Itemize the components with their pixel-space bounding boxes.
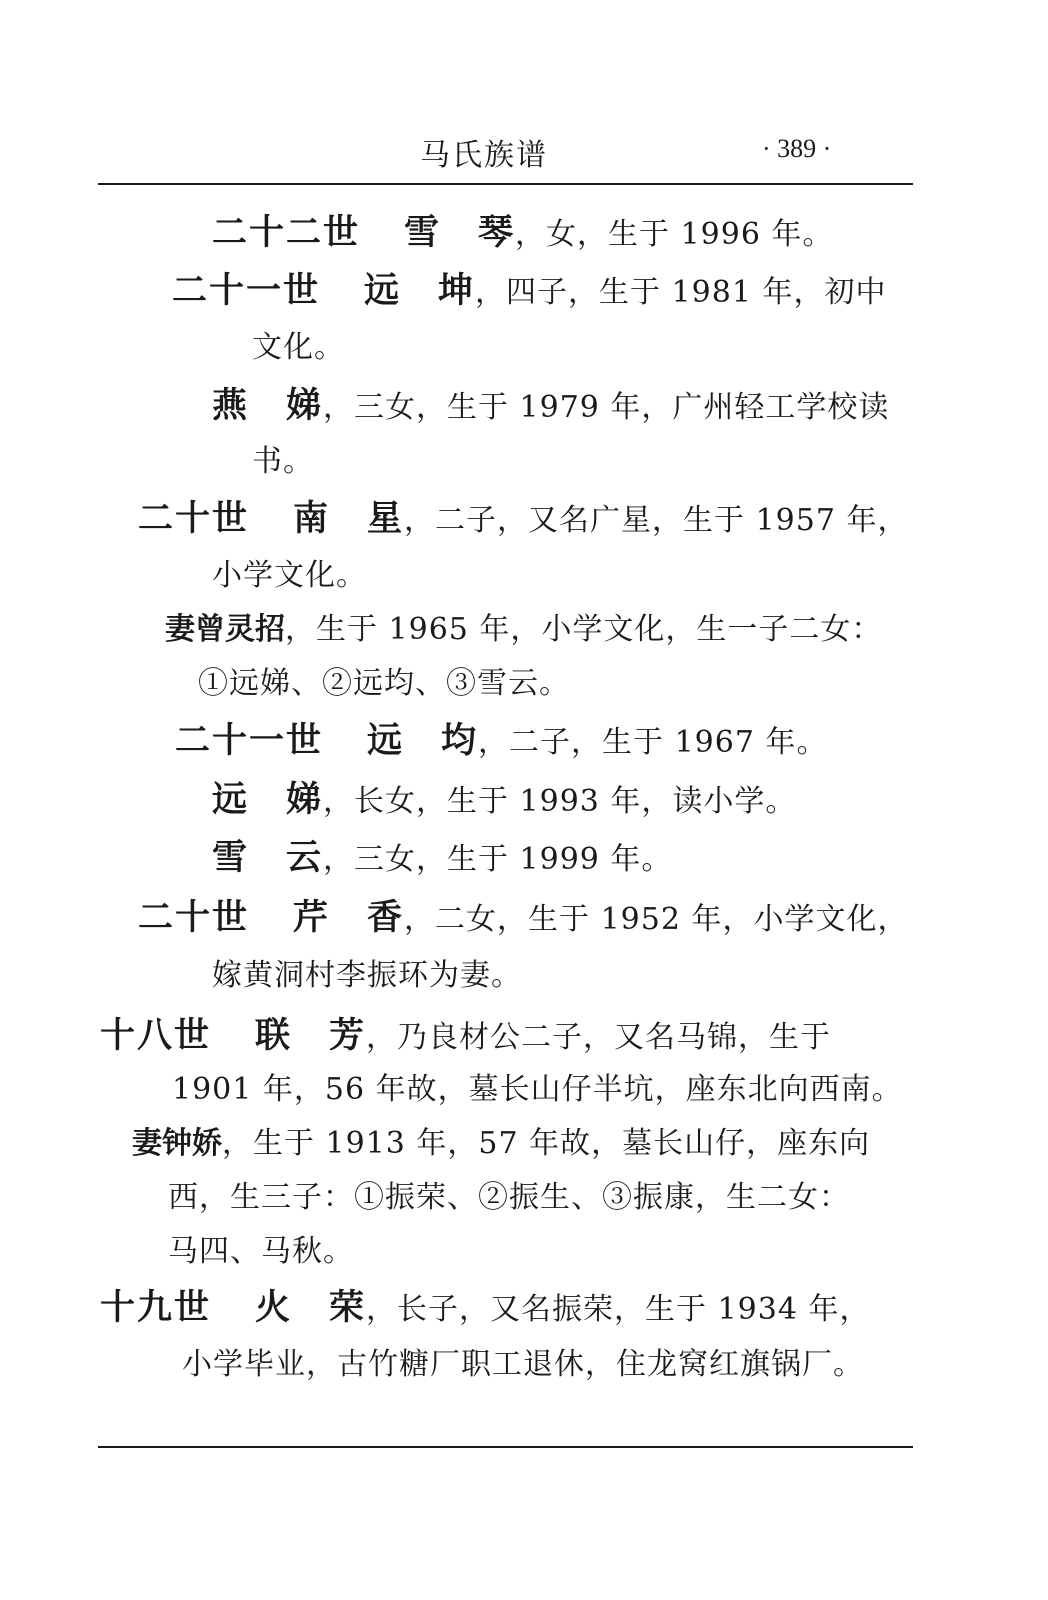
- genealogy-entry: [212, 213, 833, 255]
- entry-continuation: 西，生三子：①振荣、②振生、③振康，生二女：: [168, 1180, 850, 1215]
- page-header-title: 马氏族谱: [420, 138, 548, 173]
- person-name: 南 星: [293, 499, 405, 539]
- person-name: 火 荣: [255, 1288, 367, 1328]
- generation-label: 十九世: [100, 1288, 212, 1328]
- page-number: · 389 ·: [762, 134, 832, 163]
- entry-description: ，长子，又名振荣，生于 1934 年，: [366, 1292, 871, 1327]
- entry-continuation: 文化。: [252, 330, 345, 365]
- generation-label: 十八世: [100, 1016, 212, 1056]
- generation-label: 二十一世: [175, 721, 324, 761]
- entry-continuation: 1901 年，56 年故，墓长山仔半坑，座东北向西南。: [172, 1072, 903, 1107]
- entry-description: ，长女，生于 1993 年，读小学。: [323, 784, 797, 819]
- footer-rule: [98, 1446, 913, 1448]
- entry-description: ，四子，生于 1981 年，初中: [475, 275, 887, 310]
- spouse-entry: [132, 1124, 870, 1164]
- entry-description: ，三女，生于 1979 年，广州轻工学校读: [323, 390, 890, 425]
- entry-description: ，乃良材公二子，又名马锦，生于: [366, 1020, 832, 1055]
- genealogy-entry: [212, 838, 672, 880]
- entry-continuation: 小学毕业，古竹糖厂职工退休，住龙窝红旗锅厂。: [182, 1347, 864, 1382]
- entry-continuation: 书。: [252, 444, 314, 479]
- person-name: 远 娣: [212, 780, 324, 820]
- entry-description: ，二子，又名广星，生于 1957 年，: [404, 503, 909, 538]
- generation-label: 二十二世: [212, 213, 361, 253]
- spouse-name: 妻钟娇: [132, 1126, 222, 1161]
- person-name: 雪 琴: [404, 213, 516, 253]
- entry-continuation: 嫁黄洞村李振环为妻。: [212, 958, 522, 993]
- header-rule: [98, 183, 913, 185]
- genealogy-entry: [100, 1016, 831, 1058]
- generation-label: 二十世: [138, 499, 250, 539]
- entry-description: ，生于 1913 年，57 年故，墓长山仔，座东向: [222, 1126, 871, 1161]
- entry-continuation: 小学文化。: [212, 558, 367, 593]
- genealogy-entry: [212, 780, 796, 822]
- person-name: 芹 香: [293, 898, 405, 938]
- entry-description: ，三女，生于 1999 年。: [323, 842, 673, 877]
- genealogy-entry: [138, 499, 908, 541]
- genealogy-entry: [172, 271, 886, 313]
- entry-description: ，二子，生于 1967 年。: [478, 725, 828, 760]
- entry-continuation: 马四、马秋。: [168, 1234, 354, 1269]
- spouse-entry: [165, 610, 882, 650]
- genealogy-entry: [100, 1288, 870, 1330]
- genealogy-entry: [212, 386, 889, 428]
- person-name: 远 均: [367, 721, 479, 761]
- generation-label: 二十世: [138, 898, 250, 938]
- person-name: 雪 云: [212, 838, 324, 878]
- person-name: 联 芳: [255, 1016, 367, 1056]
- genealogy-entry: [175, 721, 827, 763]
- person-name: 燕 娣: [212, 386, 324, 426]
- person-name: 远 坤: [364, 271, 476, 311]
- spouse-name: 妻曾灵招: [165, 612, 285, 647]
- entry-description: ，生于 1965 年，小学文化，生一子二女：: [285, 612, 883, 647]
- entry-description: ，二女，生于 1952 年，小学文化，: [404, 902, 909, 937]
- genealogy-entry: [138, 898, 908, 940]
- entry-description: ，女，生于 1996 年。: [515, 217, 834, 252]
- generation-label: 二十一世: [172, 271, 321, 311]
- entry-continuation: ①远娣、②远均、③雪云。: [198, 666, 570, 701]
